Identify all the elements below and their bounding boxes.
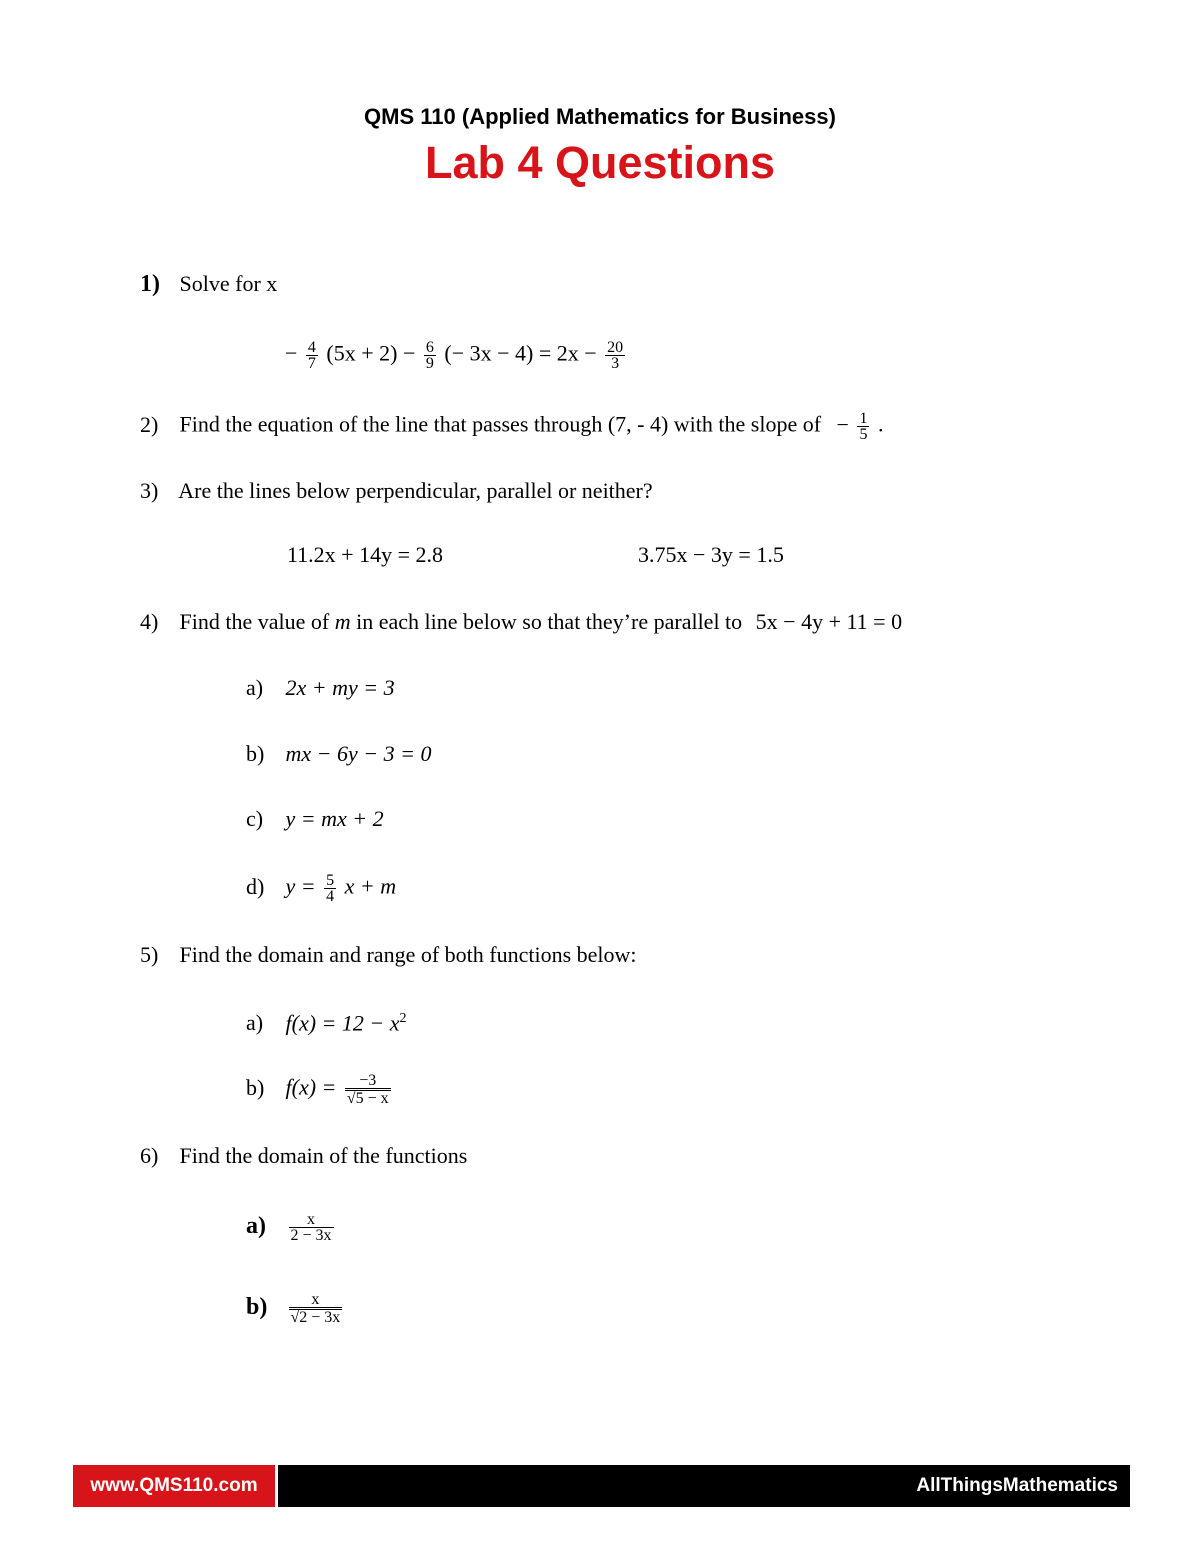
question-6 xyxy=(140,1143,467,1169)
question-4 xyxy=(140,609,902,635)
equation-part: (− 3x − 4) = 2x − xyxy=(444,340,597,366)
fraction-6-9: $\frac{6}{9}$ xyxy=(425,339,434,372)
fraction-x-over-2-3x: $\frac{x}{2 - 3x}$ xyxy=(290,1211,332,1244)
sub-label: b) xyxy=(246,1074,265,1100)
footer-website[interactable]: www.QMS110.com xyxy=(73,1465,275,1507)
question-4b xyxy=(246,741,431,767)
reference-equation: 5x − 4y + 11 = 0 xyxy=(755,609,903,634)
sub-label: b) xyxy=(246,1293,268,1320)
question-4c xyxy=(246,806,384,832)
question-number: 6) xyxy=(140,1143,159,1168)
question-3 xyxy=(140,478,653,504)
slope-fraction: $\frac{1}{5}$ xyxy=(859,410,868,443)
footer-brand: AllThingsMathematics xyxy=(278,1465,1130,1507)
question-text: Find the domain and range of both functions below: xyxy=(179,942,637,967)
question-5a xyxy=(246,1006,407,1036)
question-number: 3) xyxy=(140,478,159,503)
function-equation: f(x) = xyxy=(285,1074,337,1100)
minus-sign: − xyxy=(836,411,849,437)
period: . xyxy=(877,411,884,437)
sub-label: a) xyxy=(246,1010,264,1036)
question-text: in each line below so that they’re parallel to xyxy=(356,609,743,634)
sub-equation: y = mx + 2 xyxy=(285,806,384,831)
sub-label: a) xyxy=(246,1212,266,1239)
question-2 xyxy=(140,411,883,442)
question-text: Find the equation of the line that passes through (7, - 4) with the slope of xyxy=(179,411,822,437)
line-equation-2: 3.75x − 3y = 1.5 xyxy=(638,542,784,567)
question-text: Are the lines below perpendicular, parallel or neither? xyxy=(178,478,653,503)
fraction-4-7: $\frac{4}{7}$ xyxy=(307,339,316,372)
sub-label: b) xyxy=(246,741,265,766)
question-6b xyxy=(246,1292,345,1325)
function-equation: f(x) = 12 − x xyxy=(285,1010,400,1036)
fraction-5-4: $\frac{5}{4}$ xyxy=(326,872,335,905)
question-text: Find the value of xyxy=(179,609,330,634)
question-number: 4) xyxy=(140,609,159,634)
question-4a xyxy=(246,675,395,701)
sub-label: a) xyxy=(246,675,264,700)
question-5b xyxy=(246,1073,394,1106)
sub-equation: 2x + my = 3 xyxy=(285,675,395,700)
question-number: 5) xyxy=(140,942,159,967)
question-number: 2) xyxy=(140,411,159,437)
minus-sign: − xyxy=(285,340,298,366)
fraction-20-3: $\frac{20}{3}$ xyxy=(607,339,624,372)
sub-equation: x + m xyxy=(344,873,397,899)
variable-m: m xyxy=(334,609,351,634)
sub-equation: y = xyxy=(285,873,316,899)
lab-title: Lab 4 Questions xyxy=(424,137,776,188)
sub-label: c) xyxy=(246,806,264,831)
question-6a xyxy=(246,1212,337,1243)
fraction-x-over-sqrt: $\frac{x}{√2 - 3x}$ xyxy=(290,1291,341,1326)
equation-1 xyxy=(285,340,628,371)
question-1 xyxy=(140,271,277,297)
question-4d xyxy=(246,873,396,904)
exponent: 2 xyxy=(399,1011,407,1026)
line-equation-1: 11.2x + 14y = 2.8 xyxy=(287,542,443,567)
sub-equation: mx − 6y − 3 = 0 xyxy=(285,741,432,766)
question-text: Find the domain of the functions xyxy=(179,1143,468,1168)
equation-part: (5x + 2) − xyxy=(326,340,416,366)
question-text: Solve for x xyxy=(179,271,278,296)
course-title: QMS 110 (Applied Mathematics for Business) xyxy=(364,104,836,129)
question-5 xyxy=(140,942,637,968)
question-number: 1) xyxy=(140,271,160,297)
fraction-radical: $\frac{-3}{√5 - x}$ xyxy=(346,1072,389,1107)
sub-label: d) xyxy=(246,873,265,899)
